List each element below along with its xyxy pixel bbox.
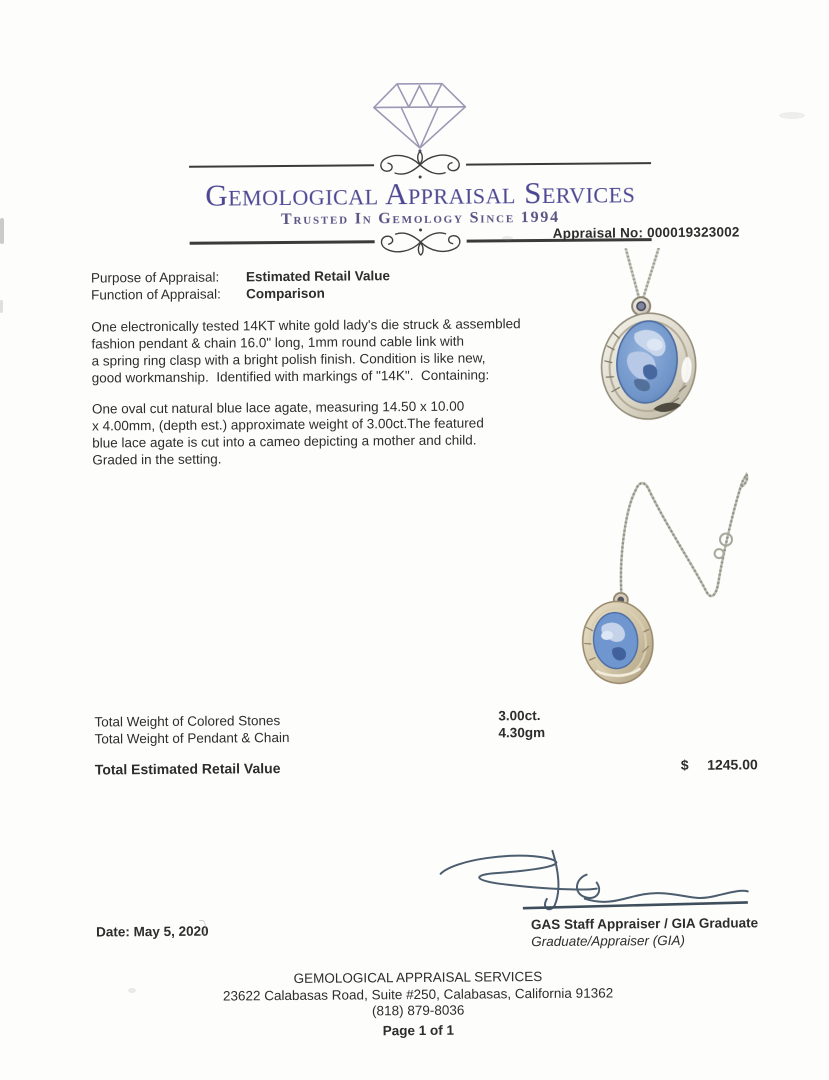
document-footer [3, 967, 829, 1043]
total-label: Total Estimated Retail Value [94, 760, 281, 778]
detail-value: Estimated Retail Value [245, 268, 391, 285]
signer-credential: Graduate/Appraiser (GIA) [531, 932, 686, 950]
appraisal-number-label: Appraisal No: [552, 225, 644, 241]
necklace-with-chain-photo [544, 463, 781, 693]
detail-row-function [91, 285, 390, 304]
appraiser-signature [434, 847, 750, 917]
pendant-closeup-photo [573, 247, 750, 442]
page-indicator: Page 1 of 1 [382, 1022, 455, 1038]
date-label: Date: [96, 924, 130, 940]
detail-value: Comparison [246, 285, 325, 302]
appraisal-date [96, 924, 209, 940]
total-row-label: Total Weight of Colored Stones [94, 713, 281, 730]
total-amount: 1245.00 [707, 756, 758, 773]
company-title: Gemological Appraisal Services [205, 174, 636, 213]
appraisal-details [91, 268, 390, 304]
footer-phone: (818) 879-8036 [371, 1002, 465, 1019]
diamond-logo-icon [188, 76, 651, 154]
total-row-value: 3.00ct. [498, 708, 541, 724]
appraisal-number [438, 224, 740, 241]
detail-row-purpose [91, 268, 390, 287]
signer-title: GAS Staff Appraiser / GIA Graduate [530, 915, 759, 933]
detail-label: Function of Appraisal: [91, 286, 221, 303]
date-value: May 5, 2020 [133, 923, 209, 940]
footer-address: 23622 Calabasas Road, Suite #250, Calabasas, California 91362 [222, 984, 614, 1004]
company-tagline: Trusted In Gemology Since 1994 [280, 208, 561, 228]
total-row-label: Total Weight of Pendant & Chain [94, 729, 290, 747]
total-row-value: 4.30gm [498, 724, 546, 740]
rule-line [190, 241, 375, 245]
total-estimated-retail-value-row [95, 756, 758, 779]
rule-line [466, 162, 651, 166]
item-description-paragraph: One electronically tested 14KT white gold lady's die struck & assembled fashion pendant & chain 16.0" long, 1mm round cable link with a spring ring clasp with a bright polish finish. Condition is like new, good workmanship. Identified with markings of "14K". Containing: [91, 316, 521, 386]
detail-label: Purpose of Appraisal: [90, 269, 220, 286]
rule-line [189, 164, 374, 168]
appraisal-number-value: 000019323002 [647, 224, 740, 241]
totals-section [94, 709, 757, 779]
gemstone-description-paragraph: One oval cut natural blue lace agate, measuring 14.50 x 10.00 x 4.00mm, (depth est.) approximate weight of 3.00ct.The featured blue lace agate is cut into a cameo depicting a mother and child. Graded in the setting. [91, 398, 484, 468]
footer-company-name: GEMOLOGICAL APPRAISAL SERVICES [293, 969, 543, 986]
currency-symbol: $ [680, 756, 689, 773]
